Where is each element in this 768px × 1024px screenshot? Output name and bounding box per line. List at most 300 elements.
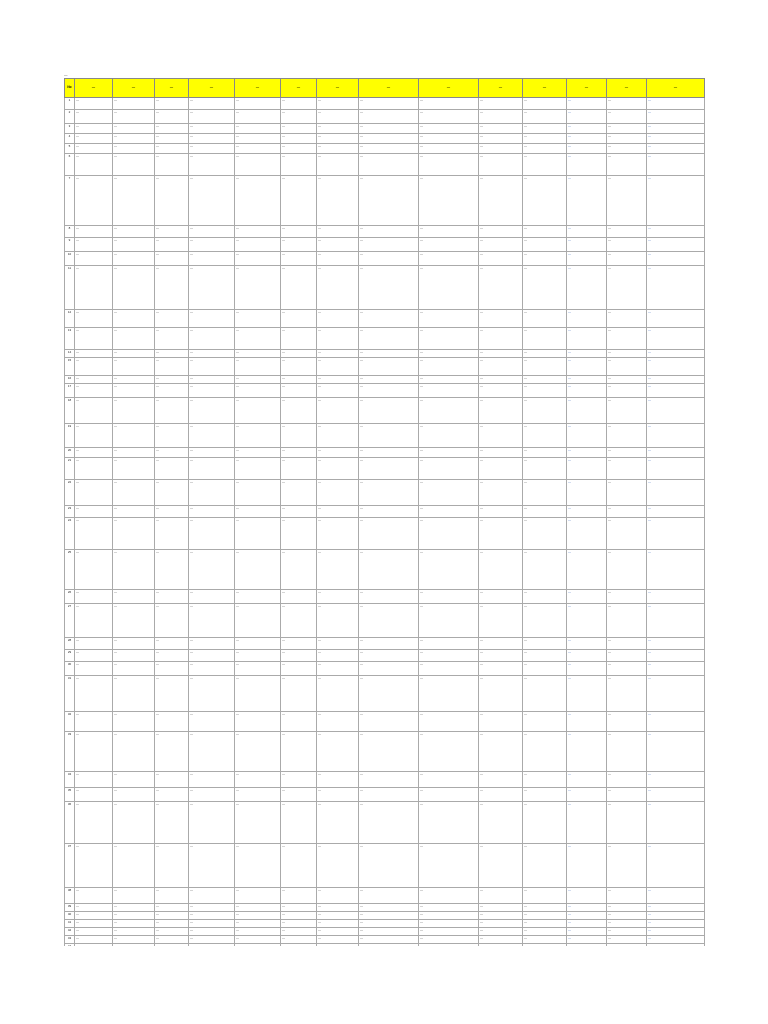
table-cell: — [281, 398, 317, 424]
table-cell: — [523, 802, 567, 844]
table-cell: — [75, 650, 113, 662]
table-cell: — [567, 238, 607, 252]
table-cell: — [281, 310, 317, 328]
table-cell: — [647, 238, 705, 252]
table-cell: — [567, 676, 607, 712]
table-cell: — [419, 904, 479, 912]
table-cell: — [647, 802, 705, 844]
table-cell: — [75, 376, 113, 384]
table-cell: — [75, 920, 113, 928]
table-cell: — [419, 238, 479, 252]
table-cell: — [419, 310, 479, 328]
table-cell: — [113, 590, 155, 604]
table-cell: — [155, 802, 189, 844]
table-cell: — [647, 936, 705, 944]
table-cell: — [607, 712, 647, 732]
table-cell: — [317, 176, 359, 226]
table-row [65, 144, 705, 154]
table-cell: — [155, 134, 189, 144]
table-cell: — [113, 518, 155, 550]
table-cell: — [479, 144, 523, 154]
table-cell: — [317, 936, 359, 944]
table-cell: — [235, 844, 281, 888]
table-cell: — [567, 928, 607, 936]
table-cell: — [235, 928, 281, 936]
table-cell: — [523, 266, 567, 310]
table-cell: — [75, 328, 113, 350]
table-cell: — [235, 904, 281, 912]
table-cell: — [523, 936, 567, 944]
table-cell: — [523, 328, 567, 350]
table-cell: — [523, 358, 567, 376]
table-cell: — [75, 912, 113, 920]
row-number: 31 [65, 676, 75, 712]
table-cell: — [607, 154, 647, 176]
table-row [65, 844, 705, 888]
table-cell: — [567, 604, 607, 638]
table-cell: — [189, 712, 235, 732]
table-cell: — [281, 650, 317, 662]
table-cell: — [317, 154, 359, 176]
table-cell: — [359, 936, 419, 944]
table-cell: — [419, 124, 479, 134]
table-cell: — [317, 134, 359, 144]
table-row [65, 788, 705, 802]
table-cell: — [317, 638, 359, 650]
table-cell: — [155, 912, 189, 920]
table-cell: — [155, 638, 189, 650]
table-cell: — [607, 424, 647, 448]
table-cell: — [113, 920, 155, 928]
table-cell: — [359, 134, 419, 144]
column-header: — [235, 79, 281, 98]
table-row [65, 398, 705, 424]
table-cell: — [189, 110, 235, 124]
table-container [64, 78, 704, 946]
table-cell: — [113, 912, 155, 920]
row-number: 12 [65, 310, 75, 328]
table-cell: — [567, 384, 607, 398]
table-cell: — [647, 458, 705, 480]
table-cell: — [523, 638, 567, 650]
table-cell: — [359, 650, 419, 662]
table-cell: — [155, 712, 189, 732]
table-cell: — [75, 238, 113, 252]
table-cell: — [607, 266, 647, 310]
table-cell: — [235, 772, 281, 788]
table-cell: — [281, 350, 317, 358]
row-number: 8 [65, 226, 75, 238]
table-cell: — [607, 506, 647, 518]
table-cell: — [607, 662, 647, 676]
table-cell: — [155, 904, 189, 912]
table-row [65, 590, 705, 604]
table-cell: — [235, 238, 281, 252]
table-row [65, 176, 705, 226]
table-cell: — [155, 604, 189, 638]
table-cell: — [607, 144, 647, 154]
table-cell: — [155, 144, 189, 154]
table-cell: — [189, 144, 235, 154]
table-cell: — [235, 788, 281, 802]
table-cell: — [155, 772, 189, 788]
table-cell: — [359, 266, 419, 310]
table-cell: — [235, 384, 281, 398]
table-cell: — [419, 376, 479, 384]
table-cell: — [113, 376, 155, 384]
table-cell: — [113, 358, 155, 376]
table-cell: — [281, 424, 317, 448]
table-cell: — [75, 176, 113, 226]
table-cell: — [113, 266, 155, 310]
table-cell: — [607, 650, 647, 662]
table-cell: — [359, 310, 419, 328]
table-cell: — [75, 350, 113, 358]
table-cell: — [419, 712, 479, 732]
table-cell: — [281, 550, 317, 590]
table-cell: — [567, 590, 607, 604]
table-row [65, 550, 705, 590]
table-cell: — [189, 518, 235, 550]
table-cell: — [359, 920, 419, 928]
table-cell: — [281, 662, 317, 676]
table-cell: — [155, 252, 189, 266]
table-cell: — [113, 252, 155, 266]
table-cell: — [155, 266, 189, 310]
table-cell: — [189, 266, 235, 310]
table-cell: — [281, 506, 317, 518]
table-cell: — [189, 920, 235, 928]
table-cell: — [359, 350, 419, 358]
table-cell: — [317, 124, 359, 134]
table-cell: — [647, 398, 705, 424]
table-cell: — [419, 134, 479, 144]
column-header: — [567, 79, 607, 98]
table-cell: — [567, 904, 607, 912]
table-cell: — [281, 638, 317, 650]
table-cell: — [189, 590, 235, 604]
table-cell: — [281, 844, 317, 888]
row-number: 14 [65, 350, 75, 358]
table-cell: — [75, 888, 113, 904]
table-cell: — [113, 144, 155, 154]
table-cell: — [281, 144, 317, 154]
table-cell: — [235, 124, 281, 134]
column-header: — [155, 79, 189, 98]
table-cell: — [317, 844, 359, 888]
table-cell: — [281, 920, 317, 928]
table-cell: — [523, 154, 567, 176]
table-cell: — [479, 712, 523, 732]
table-cell: — [523, 110, 567, 124]
table-cell: — [189, 788, 235, 802]
column-header: — [607, 79, 647, 98]
row-number: 13 [65, 328, 75, 350]
column-header: — [75, 79, 113, 98]
table-cell: — [523, 928, 567, 936]
table-cell: — [607, 904, 647, 912]
table-cell: — [647, 350, 705, 358]
table-cell: — [567, 144, 607, 154]
table-cell: — [359, 154, 419, 176]
table-cell: — [155, 550, 189, 590]
table-cell: — [155, 176, 189, 226]
table-cell: — [189, 928, 235, 936]
table-cell: — [155, 518, 189, 550]
table-cell: — [479, 676, 523, 712]
table-cell: — [113, 936, 155, 944]
table-cell: — [113, 506, 155, 518]
table-cell: — [607, 928, 647, 936]
table-cell: — [155, 928, 189, 936]
table-cell: — [189, 458, 235, 480]
table-cell: — [647, 384, 705, 398]
table-cell: — [419, 358, 479, 376]
table-cell: — [607, 732, 647, 772]
table-cell: — [647, 124, 705, 134]
table-cell: — [155, 310, 189, 328]
table-cell: — [281, 134, 317, 144]
table-cell: — [75, 904, 113, 912]
table-cell: — [647, 550, 705, 590]
table-cell: — [523, 604, 567, 638]
table-cell: — [317, 252, 359, 266]
table-cell: — [567, 888, 607, 904]
table-cell: — [155, 350, 189, 358]
table-cell: — [479, 398, 523, 424]
table-cell: — [567, 480, 607, 506]
table-cell: — [317, 888, 359, 904]
table-cell: — [235, 650, 281, 662]
row-number: 4 [65, 134, 75, 144]
table-cell: — [189, 358, 235, 376]
table-cell: — [359, 888, 419, 904]
table-cell: — [155, 98, 189, 110]
table-cell: — [359, 732, 419, 772]
table-cell: — [359, 590, 419, 604]
table-cell: — [419, 144, 479, 154]
table-cell: — [113, 384, 155, 398]
table-row [65, 604, 705, 638]
table-cell: — [281, 266, 317, 310]
bottom-margin [0, 946, 768, 1024]
table-row [65, 310, 705, 328]
column-header: — [317, 79, 359, 98]
table-cell: — [479, 772, 523, 788]
table-cell: — [317, 310, 359, 328]
table-cell: — [607, 788, 647, 802]
row-number: 28 [65, 638, 75, 650]
table-cell: — [75, 398, 113, 424]
table-cell: — [75, 134, 113, 144]
table-cell: — [647, 310, 705, 328]
table-cell: — [317, 144, 359, 154]
table-cell: — [479, 590, 523, 604]
table-cell: — [523, 912, 567, 920]
row-number: 18 [65, 398, 75, 424]
table-cell: — [647, 590, 705, 604]
table-cell: — [75, 154, 113, 176]
table-cell: — [155, 110, 189, 124]
table-cell: — [281, 176, 317, 226]
table-cell: — [113, 310, 155, 328]
table-cell: — [317, 550, 359, 590]
table-cell: — [607, 252, 647, 266]
table-cell: — [75, 424, 113, 448]
table-cell: — [189, 154, 235, 176]
table-cell: — [189, 424, 235, 448]
table-cell: — [607, 328, 647, 350]
table-cell: — [523, 176, 567, 226]
table-cell: — [155, 480, 189, 506]
table-cell: — [647, 134, 705, 144]
row-number: 9 [65, 238, 75, 252]
table-cell: — [647, 888, 705, 904]
table-cell: — [75, 662, 113, 676]
table-cell: — [155, 788, 189, 802]
row-number: 17 [65, 384, 75, 398]
table-cell: — [189, 448, 235, 458]
table-cell: — [479, 328, 523, 350]
table-cell: — [75, 458, 113, 480]
table-cell: — [189, 350, 235, 358]
table-cell: — [479, 604, 523, 638]
table-cell: — [75, 144, 113, 154]
table-cell: — [75, 448, 113, 458]
table-row [65, 638, 705, 650]
table-cell: — [189, 98, 235, 110]
table-cell: — [113, 662, 155, 676]
table-cell: — [567, 448, 607, 458]
table-cell: — [479, 888, 523, 904]
row-number: 1 [65, 98, 75, 110]
table-cell: — [235, 358, 281, 376]
column-header: No [65, 79, 75, 98]
table-cell: — [523, 384, 567, 398]
table-cell: — [189, 936, 235, 944]
table-cell: — [235, 638, 281, 650]
row-number: 23 [65, 506, 75, 518]
table-cell: — [235, 518, 281, 550]
table-cell: — [317, 662, 359, 676]
table-cell: — [479, 376, 523, 384]
table-cell: — [419, 928, 479, 936]
table-cell: — [419, 912, 479, 920]
table-cell: — [567, 134, 607, 144]
table-cell: — [317, 772, 359, 788]
table-cell: — [317, 448, 359, 458]
table-cell: — [235, 662, 281, 676]
table-cell: — [189, 650, 235, 662]
table-cell: — [189, 252, 235, 266]
table-cell: — [647, 912, 705, 920]
table-cell: — [189, 676, 235, 712]
table-row [65, 238, 705, 252]
table-cell: — [607, 458, 647, 480]
table-cell: — [235, 912, 281, 920]
table-cell: — [75, 936, 113, 944]
table-cell: — [523, 550, 567, 590]
table-cell: — [419, 252, 479, 266]
table-cell: — [647, 506, 705, 518]
table-cell: — [317, 912, 359, 920]
table-cell: — [647, 144, 705, 154]
table-cell: — [75, 638, 113, 650]
table-cell: — [607, 310, 647, 328]
row-number: 20 [65, 448, 75, 458]
table-cell: — [523, 662, 567, 676]
table-cell: — [647, 424, 705, 448]
table-cell: — [523, 398, 567, 424]
table-cell: — [607, 384, 647, 398]
table-cell: — [647, 358, 705, 376]
table-cell: — [359, 802, 419, 844]
table-cell: — [419, 772, 479, 788]
table-cell: — [479, 110, 523, 124]
table-cell: — [647, 154, 705, 176]
table-cell: — [189, 398, 235, 424]
table-cell: — [419, 550, 479, 590]
table-cell: — [419, 480, 479, 506]
table-cell: — [607, 550, 647, 590]
table-cell: — [419, 176, 479, 226]
table-cell: — [523, 506, 567, 518]
table-cell: — [155, 506, 189, 518]
table-cell: — [359, 424, 419, 448]
table-cell: — [607, 98, 647, 110]
table-cell: — [281, 888, 317, 904]
table-cell: — [189, 480, 235, 506]
table-row [65, 676, 705, 712]
row-number: 37 [65, 844, 75, 888]
table-cell: — [155, 376, 189, 384]
table-row [65, 712, 705, 732]
table-cell: — [235, 110, 281, 124]
table-cell: — [75, 788, 113, 802]
table-cell: — [479, 912, 523, 920]
table-cell: — [419, 844, 479, 888]
table-cell: — [113, 928, 155, 936]
table-row [65, 124, 705, 134]
table-cell: — [647, 788, 705, 802]
table-cell: — [607, 358, 647, 376]
table-cell: — [523, 676, 567, 712]
table-cell: — [317, 266, 359, 310]
table-cell: — [607, 638, 647, 650]
table-cell: — [647, 650, 705, 662]
table-cell: — [359, 788, 419, 802]
table-cell: — [523, 252, 567, 266]
table-cell: — [235, 888, 281, 904]
table-cell: — [113, 398, 155, 424]
table-cell: — [479, 448, 523, 458]
table-cell: — [647, 176, 705, 226]
table-cell: — [607, 518, 647, 550]
table-cell: — [419, 920, 479, 928]
table-cell: — [189, 176, 235, 226]
table-cell: — [359, 518, 419, 550]
table-cell: — [567, 802, 607, 844]
table-cell: — [419, 936, 479, 944]
table-cell: — [607, 912, 647, 920]
table-cell: — [647, 252, 705, 266]
table-cell: — [523, 518, 567, 550]
table-cell: — [235, 328, 281, 350]
table-cell: — [317, 590, 359, 604]
table-cell: — [113, 424, 155, 448]
table-cell: — [523, 920, 567, 928]
table-cell: — [419, 518, 479, 550]
